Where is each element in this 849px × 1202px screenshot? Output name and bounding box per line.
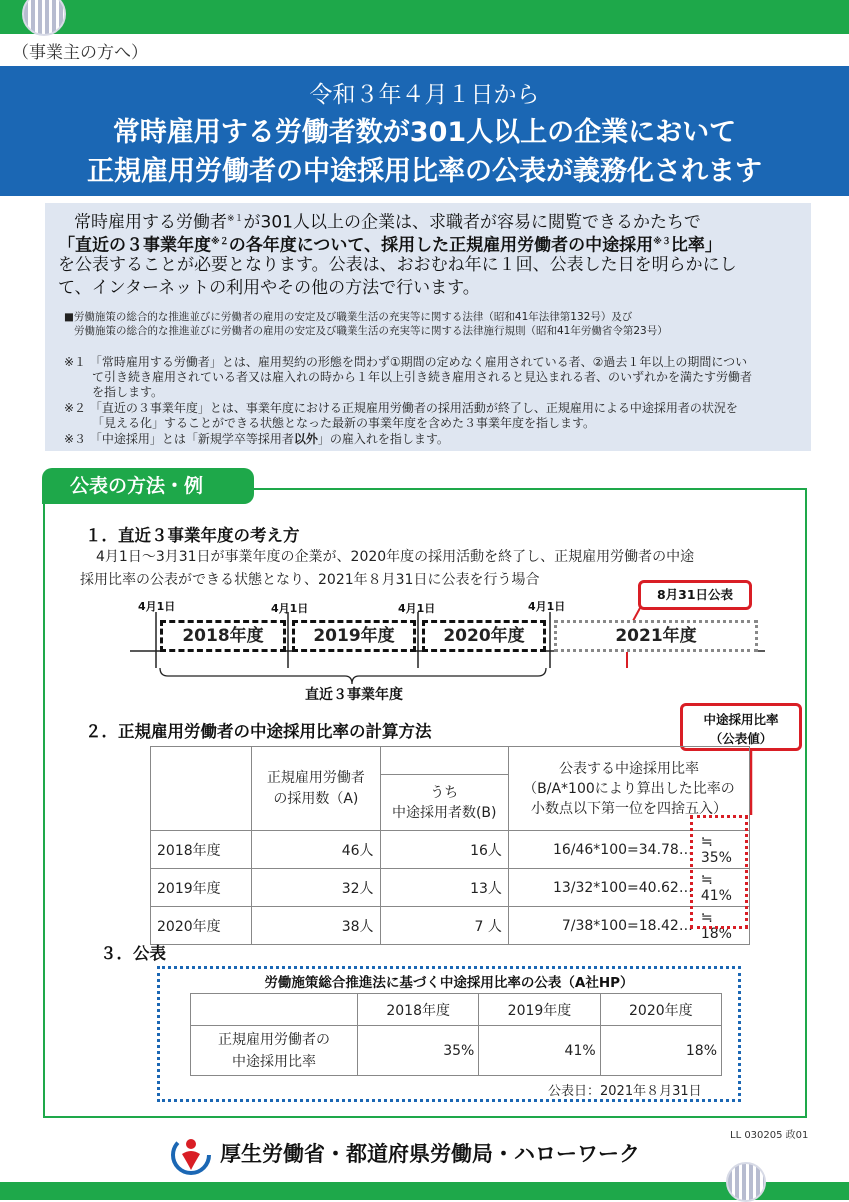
footer-green-bar — [0, 1182, 849, 1200]
calc-b: 16人 — [380, 831, 508, 869]
calc-header-empty — [151, 747, 252, 831]
calc-row-2019 — [151, 869, 750, 907]
calc-year: 2020年度 — [151, 907, 252, 945]
law-reference-2: 労働施策の総合的な推進並びに労働者の雇用の安定及び職業生活の充実等に関する法律施行規則（昭和41年労働省令第23号） — [74, 325, 668, 337]
calc-ratio: ≒ 18% — [699, 907, 750, 945]
calc-formula: 7/38*100=18.42… — [508, 907, 698, 945]
pub-year: 2020年度 — [600, 994, 721, 1026]
calc-ratio: ≒ 35% — [699, 831, 750, 869]
note-3: ※３ 「中途採用」とは「新規学卒等採用者以外」の雇入れを指します。 — [64, 432, 449, 446]
calc-header-b: うち 中途採用者数(B) — [380, 775, 508, 831]
calc-b: 7 人 — [380, 907, 508, 945]
banner-date: 令和３年４月１日から — [309, 82, 540, 108]
publish-date-callout: 8月31日公表 — [638, 580, 752, 610]
calc-year: 2018年度 — [151, 831, 252, 869]
note-2b: 「見える化」することができる状態となった最新の事業年度を含めた３事業年度を指します。 — [92, 416, 596, 430]
banner-title-2: 正規雇用労働者の中途採用比率の公表が義務化されます — [87, 156, 762, 187]
apr1-label-2: 4月1日 — [271, 602, 309, 615]
apr1-label-3: 4月1日 — [398, 602, 436, 615]
mhlw-logo-icon — [170, 1134, 212, 1176]
intro-line-1: 常時雇用する労働者$^{※1}$が301人以上の企業は、求職者が容易に閲覧できるかたちで — [74, 212, 701, 233]
calc-a: 46人 — [252, 831, 380, 869]
note-1a: ※１ 「常時雇用する労働者」とは、雇用契約の形態を問わず①期間の定めなく雇用されている者、②過去１年以上の期間につい — [64, 355, 748, 369]
year-box-2021: 2021年度 — [554, 620, 758, 652]
apr1-label-4: 4月1日 — [528, 600, 566, 613]
intro-line-2: 「直近の３事業年度$^{※2}$の各年度について、採用した正規雇用労働者の中途採用$^{※3}$比率」 — [58, 235, 722, 256]
pub-value: 18% — [600, 1026, 721, 1076]
note-2a: ※２ 「直近の３事業年度」とは、事業年度における正規雇用労働者の採用活動が終了し、正規雇用による中途採用者の状況を — [64, 401, 738, 415]
document-code: LL 030205 政01 — [730, 1130, 809, 1141]
year-box-2019: 2019年度 — [292, 620, 416, 652]
calc-a: 38人 — [252, 907, 380, 945]
calc-formula: 16/46*100=34.78… — [508, 831, 698, 869]
calc-row-2020 — [151, 907, 750, 945]
year-box-2020: 2020年度 — [422, 620, 546, 652]
calc-header-a: 正規雇用労働者 の採用数（A) — [252, 747, 380, 831]
pub-year: 2018年度 — [358, 994, 479, 1026]
intro-line-3: を公表することが必要となります。公表は、おおむね年に１回、公表した日を明らかにし — [58, 255, 737, 275]
pub-value: 41% — [479, 1026, 600, 1076]
section-2-title: ２．正規雇用労働者の中途採用比率の計算方法 — [85, 722, 432, 741]
publication-title: 労働施策総合推進法に基づく中途採用比率の公表（A社HP） — [264, 975, 634, 991]
banner-title-1: 常時雇用する労働者数が301人以上の企業において — [112, 117, 737, 148]
law-reference-1: ■労働施策の総合的な推進並びに労働者の雇用の安定及び職業生活の充実等に関する法律（昭和41年法律第132号）及び — [64, 311, 633, 323]
intro-line-4: て、インターネットの利用やその他の方法で行います。 — [58, 278, 480, 298]
apr1-label-1: 4月1日 — [138, 600, 176, 613]
note-1c: を指します。 — [92, 385, 164, 399]
publication-date: 公表日：2021年８月31日 — [548, 1084, 702, 1099]
audience-label: （事業主の方へ） — [12, 43, 148, 63]
calc-b: 13人 — [380, 869, 508, 907]
pub-header-empty — [191, 994, 358, 1026]
calc-header-c: 公表する中途採用比率 （B/A*100により算出した比率の 小数点以下第一位を四捨五入） — [508, 747, 749, 831]
ratio-callout: 中途採用比率 （公表値） — [680, 703, 802, 751]
section-3-title: ３．公表 — [100, 944, 166, 963]
year-box-2018: 2018年度 — [160, 620, 286, 652]
calc-table — [150, 746, 750, 945]
pub-row-label: 正規雇用労働者の 中途採用比率 — [191, 1026, 358, 1076]
pub-year: 2019年度 — [479, 994, 600, 1026]
pub-value: 35% — [358, 1026, 479, 1076]
calc-formula: 13/32*100=40.62… — [508, 869, 698, 907]
organization-name: 厚生労働省・都道府県労働局・ハローワーク — [220, 1142, 640, 1166]
calc-ratio: ≒ 41% — [699, 869, 750, 907]
calc-a: 32人 — [252, 869, 380, 907]
calc-header-b-top — [380, 747, 508, 775]
stripe-circle-decoration-bottom — [726, 1162, 766, 1202]
method-tab: 公表の方法・例 — [42, 468, 254, 504]
note-1b: て引き続き雇用されている者又は雇入れの時から１年以上引き続き雇用されると見込まれる者、のいずれかを満たす労働者 — [92, 370, 753, 384]
ratio-highlight-box — [690, 815, 748, 929]
calc-year: 2019年度 — [151, 869, 252, 907]
calc-row-2018 — [151, 831, 750, 869]
section-1-text-2: 採用比率の公表ができる状態となり、2021年８月31日に公表を行う場合 — [80, 572, 540, 588]
section-1-text-1: 4月1日～3月31日が事業年度の企業が、2020年度の採用活動を終了し、正規雇用労働者の中途 — [96, 549, 695, 565]
section-1-title: １．直近３事業年度の考え方 — [85, 526, 300, 545]
recent-3-years-label: 直近３事業年度 — [305, 687, 403, 703]
publication-table — [190, 993, 722, 1076]
